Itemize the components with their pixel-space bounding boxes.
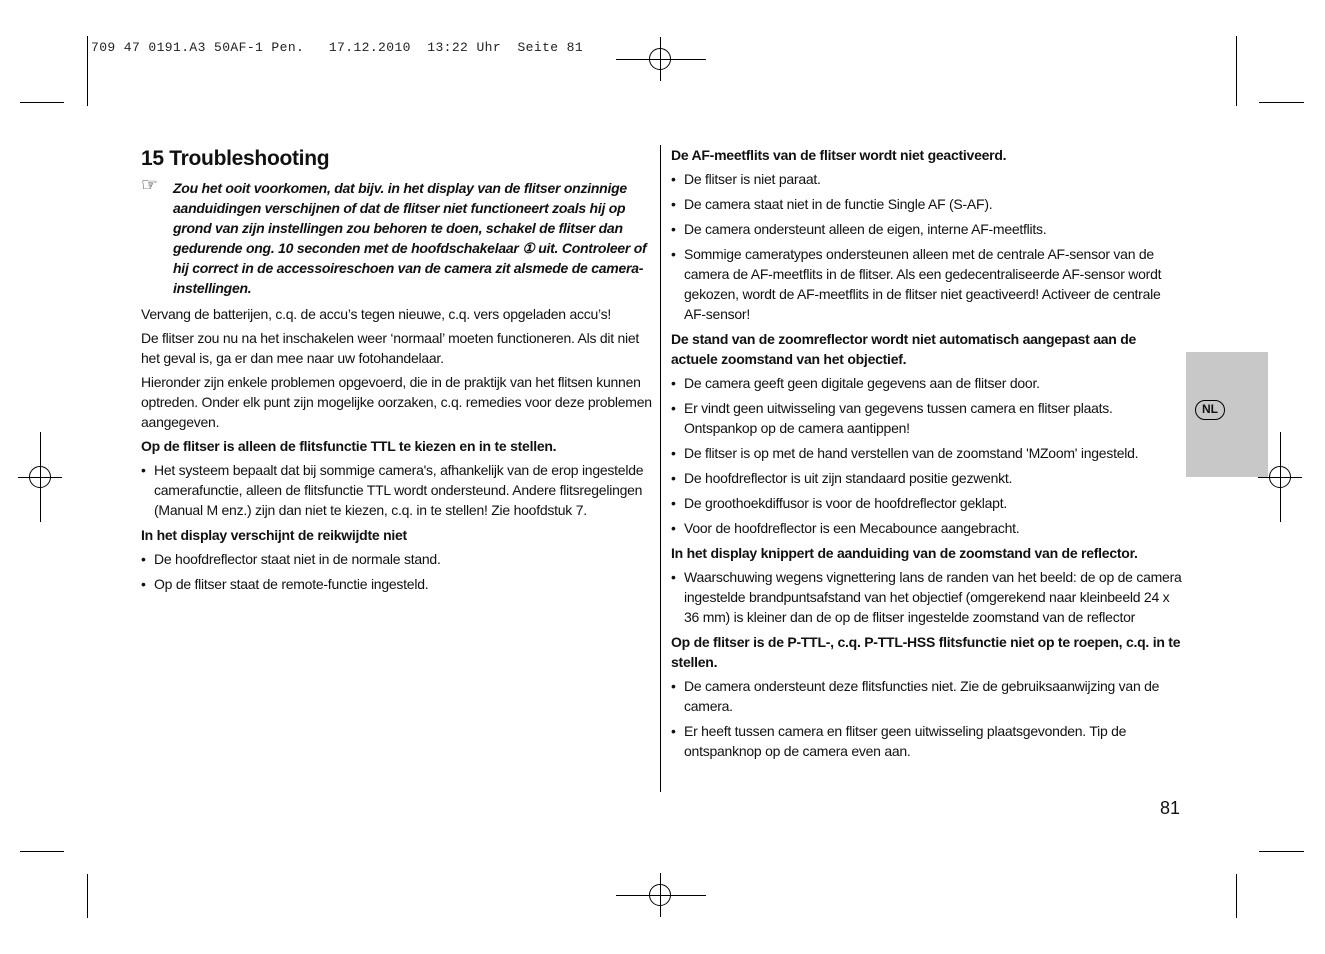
section-heading: In het display verschijnt de reikwijdte niet [141,527,407,543]
registration-mark-icon [29,466,51,488]
paragraph: De flitser zou nu na het inschakelen weer ‘normaal’ moeten functioneren. Als dit niet het geval is, ga er dan mee naar uw fotohandelaar. [141,330,640,366]
right-column [671,145,1183,766]
section-heading: De AF-meetflits van de flitser wordt niet geactiveerd. [671,147,1007,163]
left-column [141,146,652,599]
list-item: • Sommige cameratypes ondersteunen alleen met de centrale AF-sensor van de camera de AF-meetflits in de flitser. Als een gedecentraliseerde AF-sensor wordt gekozen, wordt de AF-meetflits in de flitser niet geactiveerd! Activeer de centrale AF-sensor! [671,244,1183,324]
crop-mark [1236,36,1237,106]
list-item: • De camera ondersteunt deze flitsfuncties niet. Zie de gebruiksaanwijzing van de camera. [671,676,1183,716]
list-item: • De flitser is niet paraat. [671,169,1183,189]
crop-mark [87,874,88,918]
paragraph: Vervang de batterijen, c.q. de accu’s tegen nieuwe, c.q. vers opgeladen accu’s! [141,306,612,322]
section-heading: In het display knippert de aanduiding van de zoomstand van de reflector. [671,545,1138,561]
warning-note [141,175,652,298]
list-item: • De flitser is op met de hand verstellen van de zoomstand 'MZoom' ingesteld. [671,443,1183,463]
list-item: • De groothoekdiffusor is voor de hoofdreflector geklapt. [671,493,1183,513]
list-item: • De hoofdreflector is uit zijn standaard positie gezwenkt. [671,468,1183,488]
bullet-list [671,676,1183,761]
bullet-list [141,549,652,594]
list-item: • De hoofdreflector staat niet in de normale stand. [141,549,652,569]
bullet-list [671,567,1183,627]
bullet-list [671,169,1183,324]
registration-mark-icon [649,884,671,906]
crop-mark [87,36,88,106]
language-tab [1186,352,1268,477]
crop-mark [20,851,64,852]
list-item: • De camera geeft geen digitale gegevens aan de flitser door. [671,373,1183,393]
print-slug: 709 47 0191.A3 50AF-1 Pen. 17.12.2010 13:22 Uhr Seite 81 [91,40,584,55]
crop-mark [1259,102,1304,103]
crop-mark [20,102,64,103]
list-item: • Er heeft tussen camera en flitser geen uitwisseling plaatsgevonden. Tip de ontspanknop op de camera even aan. [671,721,1183,761]
section-heading: De stand van de zoomreflector wordt niet automatisch aangepast aan de actuele zoomstand van het objectief. [671,331,1137,367]
note-text: Zou het ooit voorkomen, dat bijv. in het display van de flitser onzinnige aanduidingen verschijnen of dat de flitser niet functioneert zoals hij op grond van zijn instellingen zou behoren te doen, schakel de flitser dan gedurende ong. 10 seconden met de hoofdschakelaar ① uit. Controleer of hij correct in de accessoireschoen van de camera zit alsmede de camera-instellingen. [173,180,647,296]
page-title: 15 Troubleshooting [141,147,330,170]
bullet-list [671,373,1183,538]
list-item: • Het systeem bepaalt dat bij sommige camera's, afhankelijk van de erop ingestelde camerafunctie, alleen de flitsfunctie TTL wordt ondersteund. Andere flitsregelingen (Manual M enz.) zijn dan niet te kiezen, c.q. in te stellen! Zie hoofdstuk 7. [141,460,652,520]
section-heading: Op de flitser is alleen de flitsfunctie TTL te kiezen en in te stellen. [141,438,557,454]
bullet-list [141,460,652,520]
list-item: • Voor de hoofdreflector is een Mecabounce aangebracht. [671,518,1183,538]
list-item: • De camera ondersteunt alleen de eigen, interne AF-meetflits. [671,219,1183,239]
crop-mark [1259,851,1304,852]
pointing-hand-icon: ☞ [141,175,158,196]
paragraph: Hieronder zijn enkele problemen opgevoerd, die in de praktijk van het flitsen kunnen optreden. Onder elk punt zijn mogelijke oorzaken, c.q. remedies voor deze problemen aangegeven. [141,374,652,430]
registration-mark-icon [649,48,671,70]
list-item: • Waarschuwing wegens vignettering lans de randen van het beeld: de op de camera ingestelde brandpuntsafstand van het objectief (omgerekend naar kleinbeeld 24 x 36 mm) is kleiner dan de op de flitser ingestelde zoomstand van de reflector [671,567,1183,627]
crop-mark [1236,874,1237,918]
list-item: • Er vindt geen uitwisseling van gegevens tussen camera en flitser plaats. Ontspankop op de camera aantippen! [671,398,1183,438]
column-divider [660,145,661,792]
page-number: 81 [1160,798,1181,818]
language-badge: NL [1195,400,1225,420]
list-item: • Op de flitser staat de remote-functie ingesteld. [141,574,652,594]
section-heading: Op de flitser is de P-TTL-, c.q. P-TTL-HSS flitsfunctie niet op te roepen, c.q. in te stellen. [671,634,1181,670]
registration-mark-icon [1269,466,1291,488]
list-item: • De camera staat niet in de functie Single AF (S-AF). [671,194,1183,214]
